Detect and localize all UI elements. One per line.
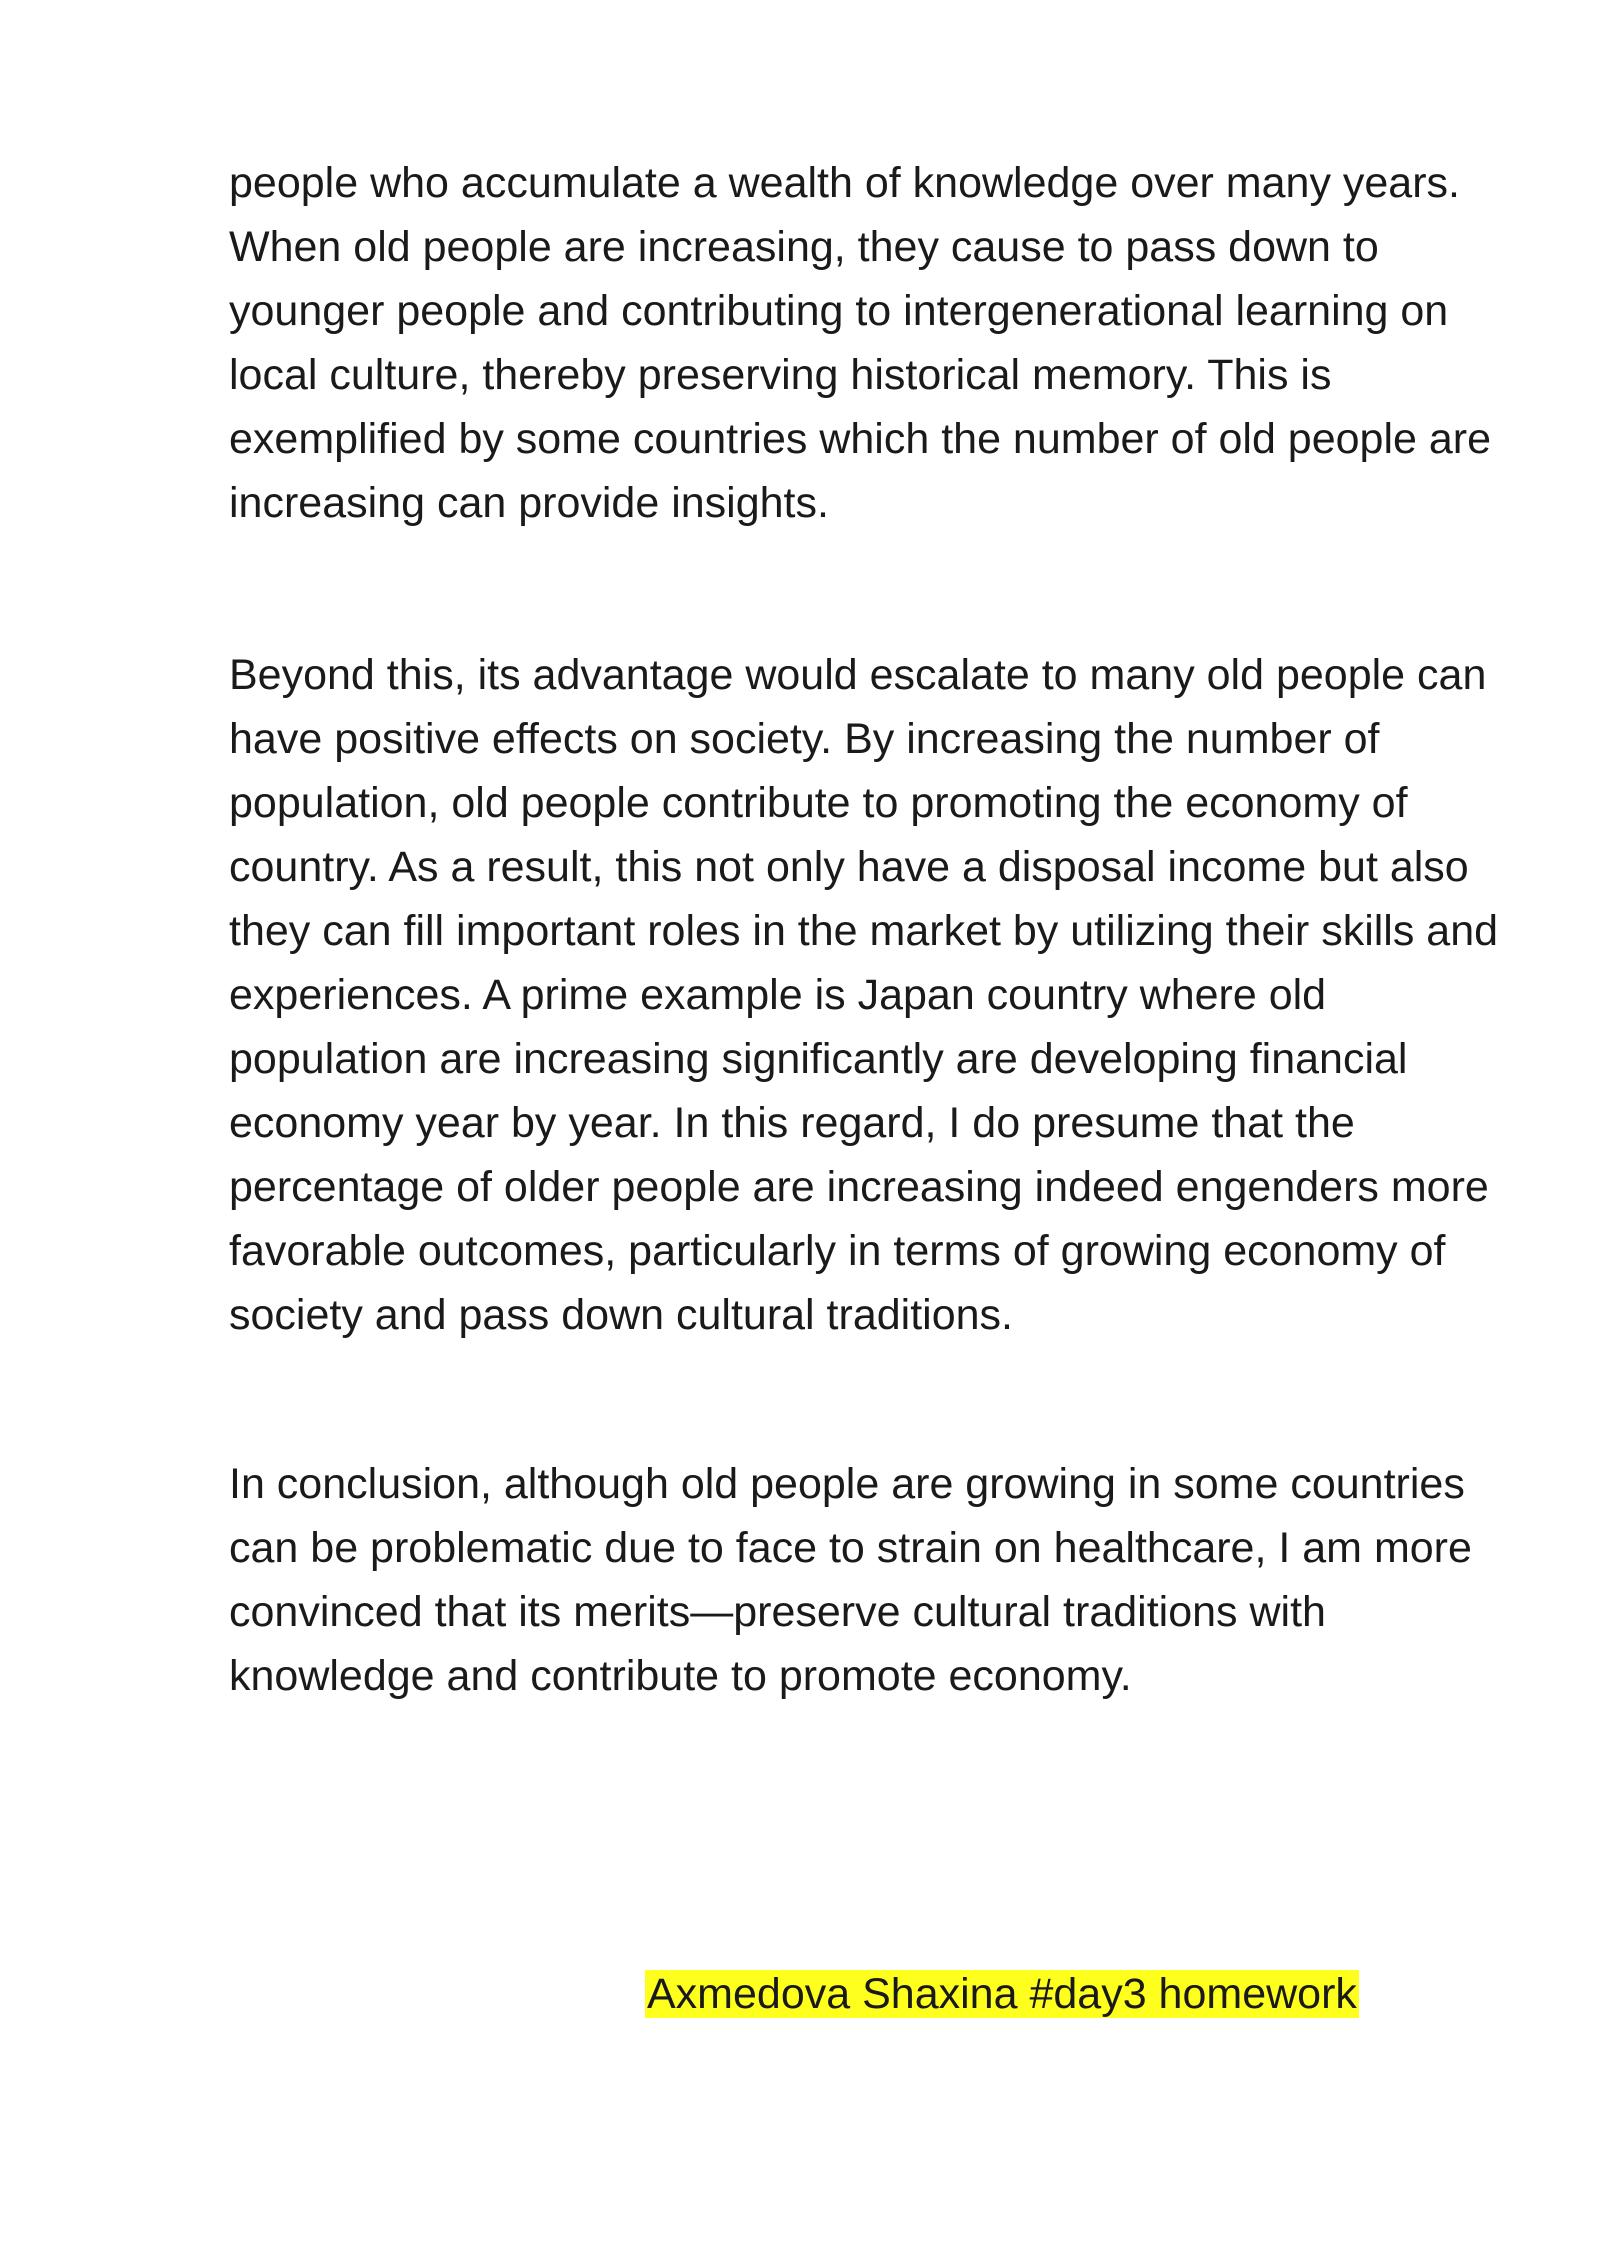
signature-line	[645, 1968, 1359, 2020]
paragraph-text: In conclusion, although old people are growing in some countries can be problematic due to face to strain on healthcare, I am more convinced that its merits—preserve cultural traditions with knowledge and contribute to promote economy.	[229, 1460, 1472, 1700]
body-paragraph-2	[229, 643, 1519, 1347]
paragraph-text: Beyond this, its advantage would escalate to many old people can have positive effects on society. By increasing the number of population, old people contribute to promoting the economy of country. As a result, this not only have a disposal income but also they can fill important roles in the market by utilizing their skills and experiences. A prime example is Japan country where old population are increasing significantly are developing financial economy year by year. In this regard, I do presume that the percentage of older people are increasing indeed engenders more favorable outcomes, particularly in terms of growing economy of society and pass down cultural traditions.	[229, 651, 1499, 1339]
highlighted-signature: Axmedova Shaxina #day3 homework	[647, 1970, 1357, 2018]
paragraph-text: people who accumulate a wealth of knowledge over many years. When old people are increasing, they cause to pass down to younger people and contributing to intergenerational learning on local culture, thereby preserving historical memory. This is exemplified by some countries which the number of old people are increasing can provide insights.	[229, 159, 1492, 527]
conclusion-paragraph	[229, 1452, 1519, 1708]
body-paragraph-1	[229, 151, 1519, 535]
